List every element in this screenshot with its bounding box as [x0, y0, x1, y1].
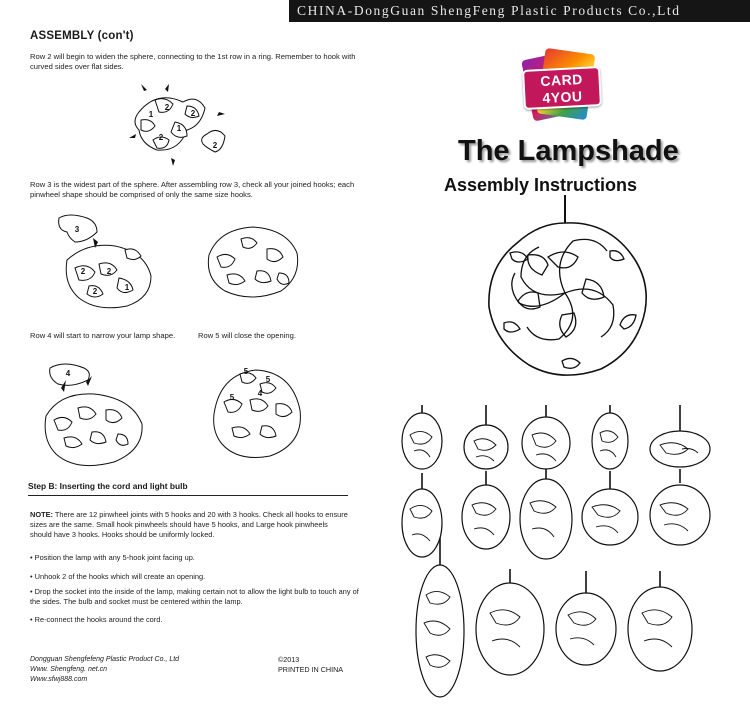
- row5-num: 5: [243, 367, 249, 376]
- row3-text: Row 3 is the widest part of the sphere. After assembling row 3, check all your joined hooks; each pinwheel shape should be comprised of only the same size hooks.: [30, 180, 355, 200]
- lampshade-main-illustration: [470, 195, 660, 385]
- row3-piece-num: 3: [74, 225, 80, 234]
- row5-text: Row 5 will close the opening.: [198, 331, 296, 340]
- page-title: The Lampshade: [458, 135, 679, 167]
- row2-num: 1: [148, 110, 154, 119]
- logo-box: [522, 66, 602, 110]
- printed-in-text: PRINTED IN CHINA: [278, 665, 344, 674]
- row5-diagram: [210, 360, 305, 460]
- row2-diagram: [125, 82, 230, 167]
- card4you-logo: [517, 40, 607, 130]
- row5-num: 5: [265, 375, 271, 384]
- row4-piece-num: 4: [65, 369, 71, 378]
- row4-text: Row 4 will start to narrow your lamp shape.: [30, 331, 176, 340]
- row3-diagram-right: [205, 225, 300, 300]
- logo-line2: 4YOU: [542, 87, 583, 107]
- bullet-item: • Drop the socket into the inside of the lamp, making certain not to allow the light bulb to touch any of the sides. The bulb and socket must be centered within the lamp.: [30, 587, 359, 606]
- row2-num: 2: [164, 103, 170, 112]
- note-paragraph: [30, 510, 350, 539]
- step-b-heading: Step B: Inserting the cord and light bulb: [28, 481, 348, 496]
- row3-num: 2: [106, 267, 112, 276]
- lampshade-variants-illustration: [390, 405, 720, 705]
- footer-company: [30, 655, 179, 685]
- note-text: There are 12 pinwheel joints with 5 hooks and 20 with 3 hooks. Check all hooks to ensure sizes are the same. Small hook pinwheels should have 5 hooks, and Large hook pinwheels should have 3 hooks. Hooks should be uniformly locked.: [30, 510, 348, 539]
- row2-text: Row 2 will begin to widen the sphere, connecting to the 1st row in a ring. Remember to hook with curved sides over flat sides.: [30, 52, 356, 72]
- row2-num: 2: [158, 133, 164, 142]
- watermark-banner: CHINA-DongGuan ShengFeng Plastic Products Co.,Ltd: [289, 0, 750, 22]
- row2-num: 1: [176, 124, 182, 133]
- footer-copyright: [278, 655, 343, 675]
- row2-num: 2: [190, 109, 196, 118]
- row3-num: 1: [124, 283, 130, 292]
- row5-num: 4: [257, 389, 263, 398]
- row3-diagram-left: [55, 210, 155, 310]
- website-link[interactable]: Www. Shengfeng. net.cn: [30, 666, 108, 673]
- row4-diagram: [40, 360, 150, 465]
- row3-num: 2: [80, 267, 86, 276]
- bullet-item: • Unhook 2 of the hooks which will create an opening.: [30, 572, 206, 581]
- row2-piece-num: 2: [212, 141, 218, 150]
- copyright-text: ©2013: [278, 655, 300, 664]
- bullet-item: • Re-connect the hooks around the cord.: [30, 615, 163, 624]
- website-link[interactable]: Www.sfwj888.com: [30, 676, 88, 683]
- note-label: NOTE:: [30, 510, 53, 519]
- page-subtitle: Assembly Instructions: [444, 175, 638, 195]
- bullet-item: • Position the lamp with any 5-hook joint facing up.: [30, 553, 195, 562]
- row3-num: 2: [92, 287, 98, 296]
- logo-line1: CARD: [539, 70, 584, 90]
- assembly-heading: ASSEMBLY (con't): [30, 30, 134, 42]
- row5-num: 5: [229, 393, 235, 402]
- company-name: Dongguan Shengfefeng Plastic Product Co., Ltd: [30, 656, 180, 663]
